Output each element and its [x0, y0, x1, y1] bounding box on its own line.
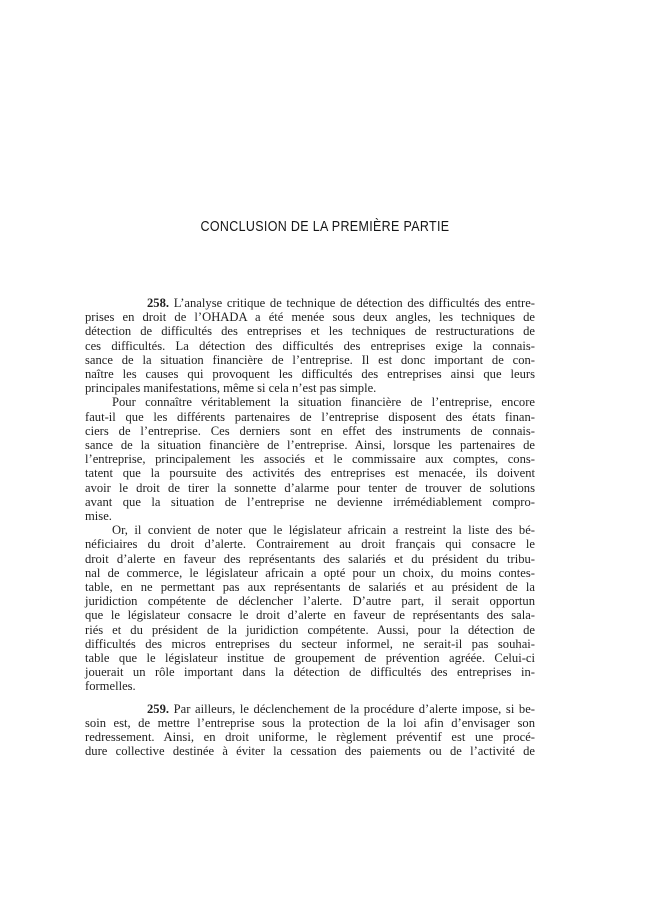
paragraph-pour-connaitre: [85, 395, 535, 523]
paragraph-number: 259.: [147, 701, 170, 716]
text-line: droit d’alerte en faveur des représentants des salariés et du président du tribu-: [85, 551, 535, 566]
text-line: [85, 702, 535, 716]
text-line: formelles.: [85, 679, 136, 694]
text-line: redressement. Ainsi, en droit uniforme, le règlement préventif est une procé-: [85, 730, 535, 745]
text-line: dure collective destinée à éviter la cessation des paiements ou de l’activité de: [85, 744, 535, 759]
text-line: jouerait un rôle important dans la détection de difficultés des entreprises in-: [85, 665, 535, 680]
text-line: tatent que la poursuite des activités des entreprises est menacée, ils doivent: [85, 466, 535, 481]
text-line: difficultés des micros entreprises du secteur informel, ne serait-il pas souhai-: [85, 636, 535, 651]
text-line: l’entreprise, principalement les associés et le commissaire aux comptes, cons-: [85, 452, 535, 467]
text-line: table, en ne permettant pas aux représentants de salariés et au président de la: [85, 580, 535, 595]
text-line: riés et du président de la juridiction compétente. Aussi, pour la détection de: [85, 622, 535, 637]
text-line: détection de difficultés des entreprises et les techniques de restructurations de: [85, 324, 535, 339]
paragraph-259: [85, 702, 535, 759]
text-line-content: Par ailleurs, le déclenchement de la procédure d’alerte impose, si be-: [173, 701, 535, 716]
text-line: avoir le droit de tirer la sonnette d’alarme pour tenter de trouver de solutions: [85, 480, 535, 495]
text-line: ces difficultés. La détection des difficultés des entreprises exige la connais-: [85, 338, 535, 353]
text-line: mise.: [85, 509, 112, 524]
text-line: que le législateur consacre le droit d’alerte en faveur de représentants des sala-: [85, 608, 535, 623]
text-line: néficiaires du droit d’alerte. Contrairement au droit français qui consacre le: [85, 537, 535, 552]
text-line: Pour connaître véritablement la situation financière de l’entreprise, encore: [112, 395, 535, 410]
text-line: ciers de l’entreprise. Ces derniers sont en effet des instruments de connais-: [85, 423, 535, 438]
text-line: prises en droit de l’OHADA a été menée sous deux angles, les techniques de: [85, 310, 535, 325]
text-line: soin est, de mettre l’entreprise sous la protection de la loi afin d’envisager son: [85, 715, 535, 730]
section-title: CONCLUSION DE LA PREMIÈRE PARTIE: [200, 219, 450, 235]
text-line: sance de la situation financière de l’entreprise. Ainsi, lorsque les partenaires de: [85, 438, 535, 453]
text-line: table que le législateur institue de groupement de prévention agréée. Celui-ci: [85, 651, 535, 666]
text-line: [85, 296, 535, 310]
text-line-content: L’analyse critique de technique de détection des difficultés des entre-: [173, 296, 535, 310]
text-line: juridiction compétente de déclencher l’alerte. D’autre part, il serait opportun: [85, 594, 535, 609]
text-line: principales manifestations, même si cela n’est pas simple.: [85, 381, 377, 396]
text-line: faut-il que les différents partenaires de l’entreprise disposent des états finan-: [85, 409, 535, 424]
text-line: naître les causes qui provoquent les difficultés des entreprises ainsi que leurs: [85, 367, 535, 382]
paragraph-number: 258.: [147, 296, 170, 310]
text-block: [85, 296, 535, 759]
text-line: nal de commerce, le législateur africain a opté pour un choix, du moins contes-: [85, 565, 535, 580]
text-line: sance de la situation financière de l’entreprise. Il est donc important de con-: [85, 352, 535, 367]
text-line: Or, il convient de noter que le législateur africain a restreint la liste des bé-: [112, 523, 535, 538]
text-line: avant que la situation de l’entreprise ne devienne irrémédiablement compro-: [85, 494, 535, 509]
paragraph-258: [85, 296, 535, 395]
paragraph-or-il-convient: [85, 523, 535, 693]
